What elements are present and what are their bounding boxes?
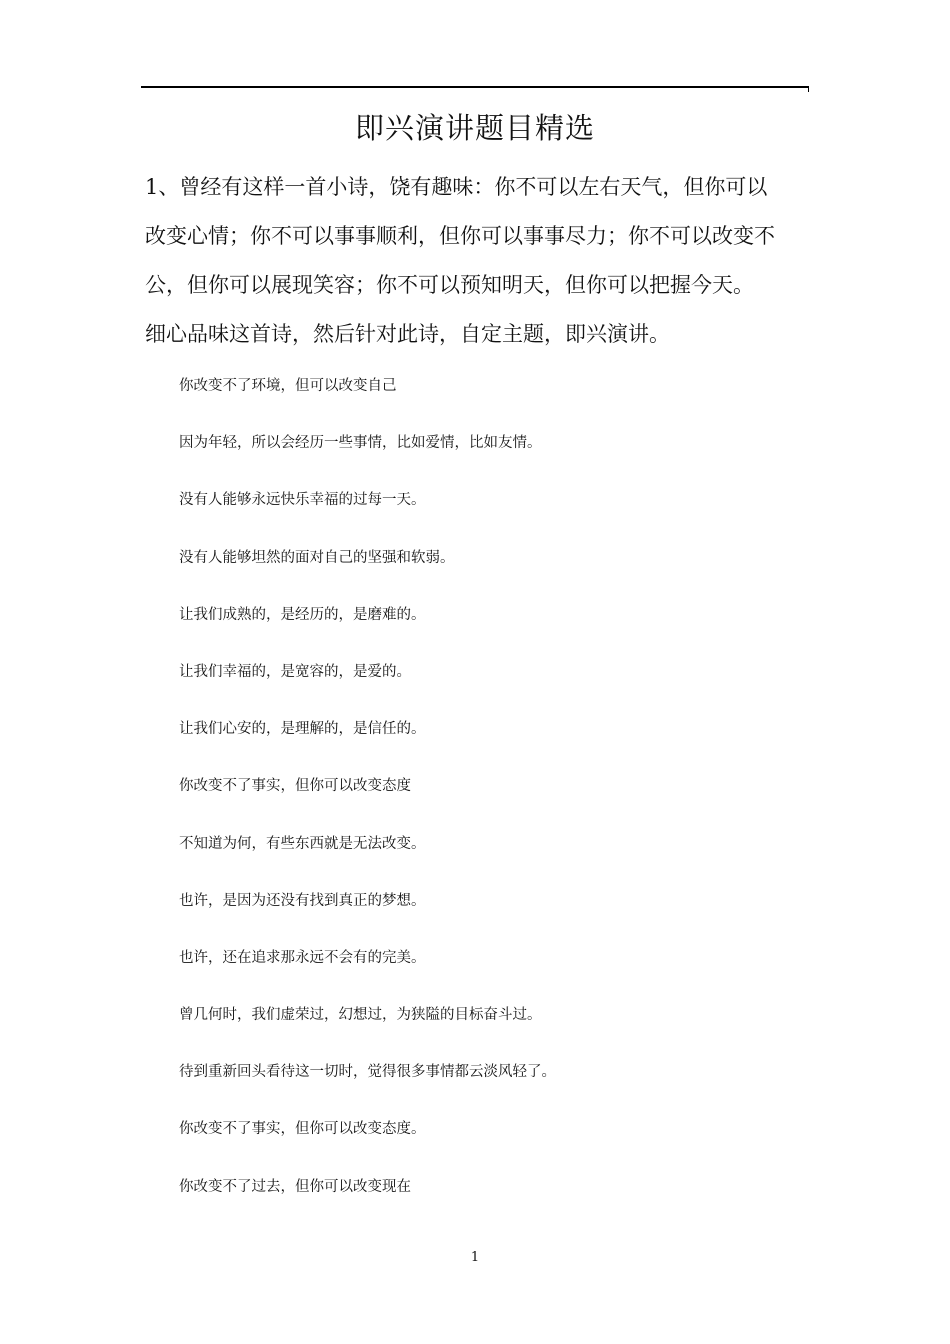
answer-line: 让我们幸福的，是宽容的，是爱的。 [179, 663, 411, 680]
answer-line: 也许，还在追求那永远不会有的完美。 [179, 949, 426, 966]
header-rule [141, 86, 808, 88]
answer-line: 让我们心安的，是理解的，是信任的。 [179, 721, 426, 738]
answer-line: 你改变不了过去，但你可以改变现在 [179, 1178, 411, 1195]
header-rule-tick [808, 86, 809, 92]
question-line: 细心品味这首诗，然后针对此诗，自定主题，即兴演讲。 [145, 322, 670, 346]
answer-line: 你改变不了环境，但可以改变自己 [179, 378, 397, 394]
page-title: 即兴演讲题目精选 [354, 111, 595, 145]
question-line: 公，但你可以展现笑容；你不可以预知明天，但你可以把握今天。 [145, 273, 754, 297]
answer-line: 你改变不了事实，但你可以改变态度 [179, 778, 411, 795]
answer-line: 让我们成熟的，是经历的，是磨难的。 [179, 606, 426, 623]
answer-line: 没有人能够永远快乐幸福的过每一天。 [179, 492, 426, 509]
question-line: 1、曾经有这样一首小诗，饶有趣味：你不可以左右天气，但你可以 [145, 175, 768, 199]
answer-line: 曾几何时，我们虚荣过，幻想过，为狭隘的目标奋斗过。 [179, 1007, 542, 1024]
answer-line: 因为年轻，所以会经历一些事情，比如爱情，比如友情。 [179, 435, 542, 452]
question-paragraph [145, 163, 813, 359]
answer-line: 待到重新回头看待这一切时，觉得很多事情都云淡风轻了。 [179, 1064, 556, 1081]
answer-line: 也许，是因为还没有找到真正的梦想。 [179, 892, 426, 909]
answer-line: 没有人能够坦然的面对自己的坚强和软弱。 [179, 549, 455, 566]
question-line: 改变心情；你不可以事事顺利，但你可以事事尽力；你不可以改变不 [145, 224, 775, 248]
answer-list [179, 372, 556, 1230]
answer-line: 不知道为何，有些东西就是无法改变。 [179, 835, 426, 852]
answer-line: 你改变不了事实，但你可以改变态度。 [179, 1121, 426, 1138]
page-number: 1 [470, 1250, 480, 1265]
